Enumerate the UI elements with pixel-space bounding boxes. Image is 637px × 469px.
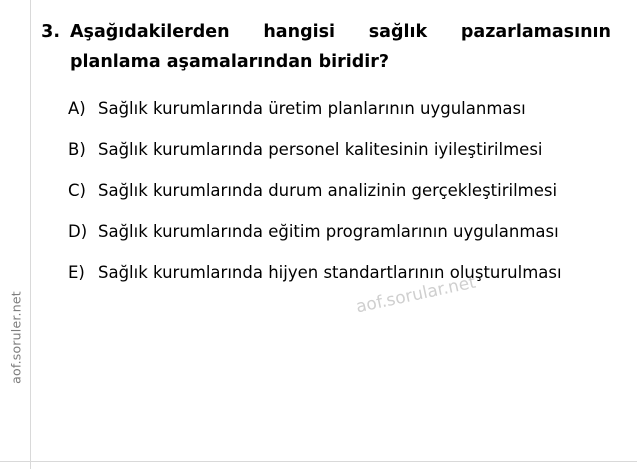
left-margin-strip xyxy=(0,0,31,469)
options-list xyxy=(30,95,613,287)
option-b-text: Sağlık kurumlarında personel kalitesinin iyileştirilmesi xyxy=(98,140,543,159)
question-number: 3. xyxy=(41,22,60,42)
option-a-letter: A) xyxy=(68,99,86,118)
option-d-letter: D) xyxy=(68,222,88,241)
option-d-text: Sağlık kurumlarında eğitim programlarının uygulanması xyxy=(98,222,559,241)
center-watermark-text: aof.sorular.net xyxy=(354,272,478,318)
option-c[interactable] xyxy=(68,177,613,205)
question-block xyxy=(30,17,613,77)
left-watermark-text: aof.soruler.net xyxy=(8,291,24,384)
option-e-letter: E) xyxy=(68,263,85,282)
question-text: Aşağıdakilerden hangisi sağlık pazarlamasının planlama aşamalarından biridir? xyxy=(70,22,611,72)
bottom-divider xyxy=(0,461,637,462)
option-b[interactable] xyxy=(68,136,613,164)
option-e[interactable] xyxy=(68,259,613,287)
option-c-letter: C) xyxy=(68,181,86,200)
option-a-text: Sağlık kurumlarında üretim planlarının uygulanması xyxy=(98,99,526,118)
option-a[interactable] xyxy=(68,95,613,123)
option-c-text: Sağlık kurumlarında durum analizinin gerçekleştirilmesi xyxy=(98,181,558,200)
option-d[interactable] xyxy=(68,218,613,246)
option-b-letter: B) xyxy=(68,140,86,159)
question-content xyxy=(30,0,637,461)
option-e-text: Sağlık kurumlarında hijyen standartlarının oluşturulması xyxy=(98,263,562,282)
